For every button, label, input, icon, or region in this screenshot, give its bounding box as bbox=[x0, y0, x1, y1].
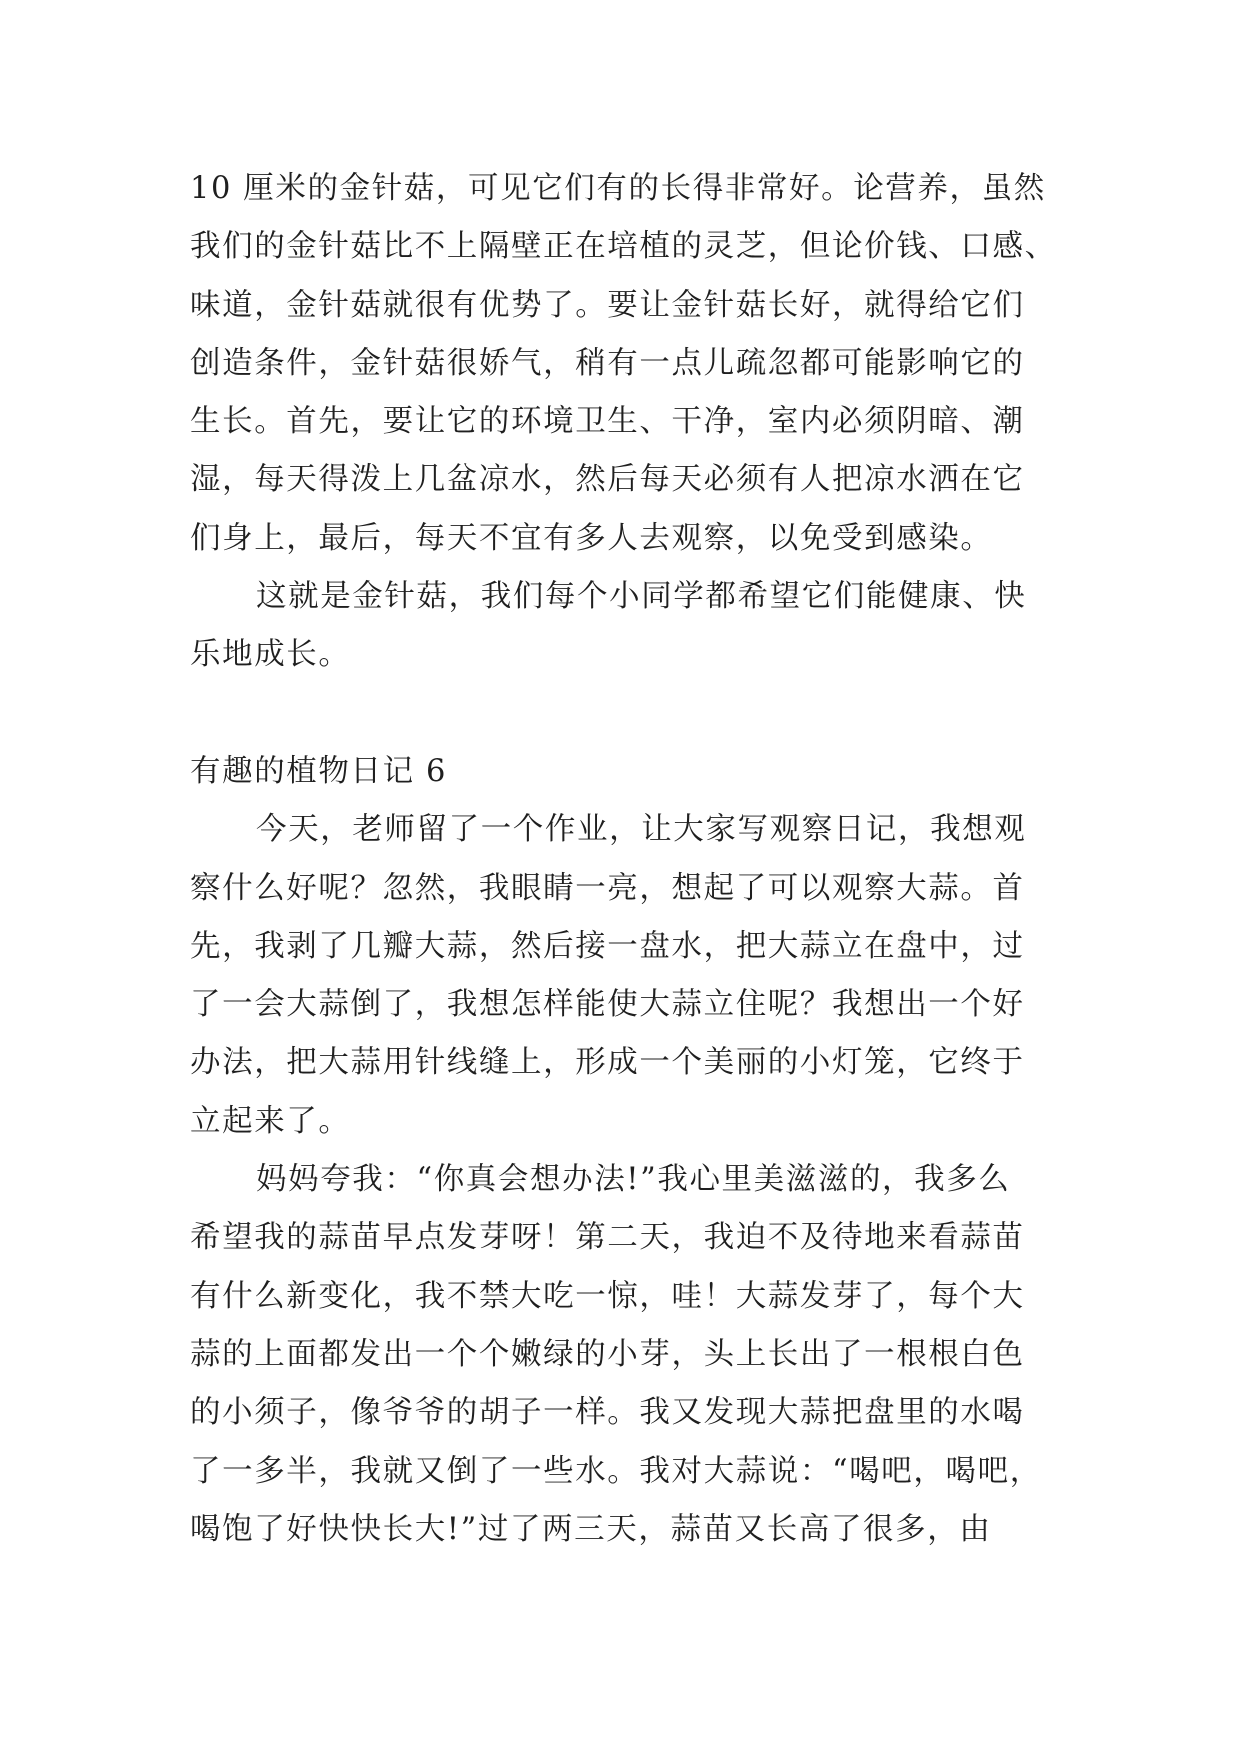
text-line: 办法，把大蒜用针线缝上，形成一个美丽的小灯笼，它终于 bbox=[190, 1045, 1025, 1081]
text-line: 蒜的上面都发出一个个嫩绿的小芽，头上长出了一根根白色 bbox=[190, 1336, 1025, 1372]
text-line: 生长。首先，要让它的环境卫生、干净，室内必须阴暗、潮 bbox=[190, 404, 1025, 440]
text-line: 创造条件，金针菇很娇气，稍有一点儿疏忽都可能影响它的 bbox=[190, 345, 1025, 381]
text-line: 妈妈夸我：“你真会想办法!”我心里美滋滋的，我多么 bbox=[256, 1162, 1011, 1198]
text-line: 味道，金针菇就很有优势了。要让金针菇长好，就得给它们 bbox=[190, 287, 1025, 323]
text-line: 察什么好呢？忽然，我眼睛一亮，想起了可以观察大蒜。首 bbox=[190, 870, 1025, 906]
paragraph bbox=[190, 1151, 1052, 1559]
text-line: 10 厘米的金针菇，可见它们有的长得非常好。论营养，虽然 bbox=[190, 171, 1046, 206]
text-line: 湿，每天得泼上几盆凉水，然后每天必须有人把凉水洒在它 bbox=[190, 462, 1025, 498]
text-line: 喝饱了好快快长大!”过了两三天，蒜苗又长高了很多，由 bbox=[190, 1511, 992, 1547]
text-line: 了一多半，我就又倒了一些水。我对大蒜说：“喝吧，喝吧， bbox=[190, 1453, 1042, 1489]
section-title: 有趣的植物日记 6 bbox=[190, 753, 447, 789]
paragraph bbox=[190, 568, 1052, 685]
paragraph bbox=[190, 160, 1057, 568]
document-body bbox=[190, 160, 1057, 1559]
text-line: 我们的金针菇比不上隔壁正在培植的灵芝，但论价钱、口感、 bbox=[190, 229, 1057, 265]
paragraph bbox=[190, 801, 1052, 1151]
text-line: 立起来了。 bbox=[190, 1103, 351, 1139]
section-spacer bbox=[190, 685, 1052, 743]
text-line: 先，我剥了几瓣大蒜，然后接一盘水，把大蒜立在盘中，过 bbox=[190, 928, 1025, 964]
text-line: 今天，老师留了一个作业，让大家写观察日记，我想观 bbox=[256, 812, 1027, 848]
text-line: 了一会大蒜倒了，我想怎样能使大蒜立住呢？我想出一个好 bbox=[190, 987, 1025, 1023]
text-line: 有什么新变化，我不禁大吃一惊，哇！大蒜发芽了，每个大 bbox=[190, 1278, 1025, 1314]
text-line: 希望我的蒜苗早点发芽呀！第二天，我迫不及待地来看蒜苗 bbox=[190, 1220, 1025, 1256]
text-line: 们身上，最后，每天不宜有多人去观察，以免受到感染。 bbox=[190, 520, 993, 556]
text-line: 这就是金针菇，我们每个小同学都希望它们能健康、快 bbox=[256, 579, 1027, 615]
text-line: 乐地成长。 bbox=[190, 637, 351, 673]
text-line: 的小须子，像爷爷的胡子一样。我又发现大蒜把盘里的水喝 bbox=[190, 1395, 1025, 1431]
